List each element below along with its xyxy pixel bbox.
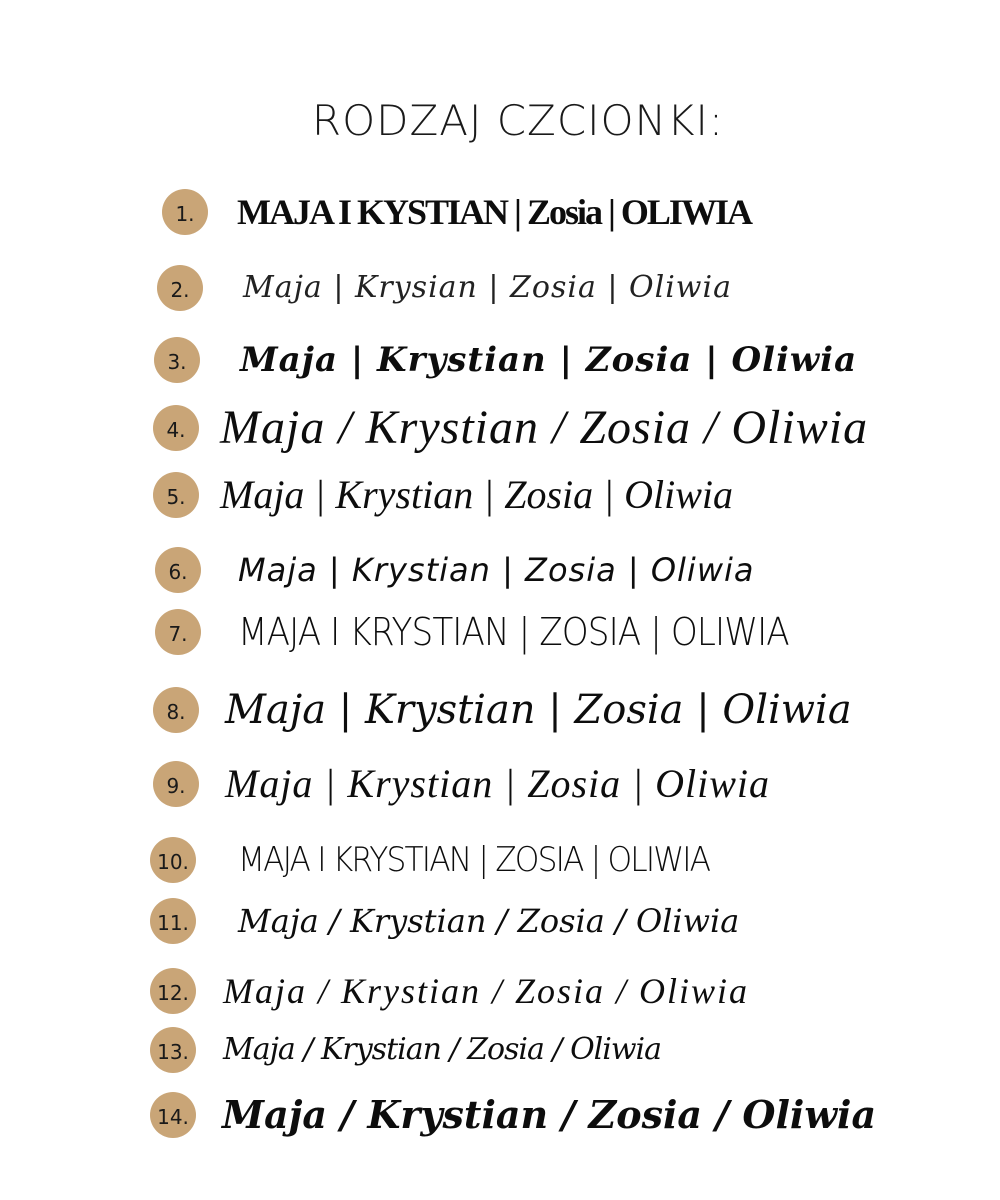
font-sample: Maja | Krysian | Zosia | Oliwia (243, 270, 732, 305)
option-number: 13. (157, 1039, 189, 1064)
option-number: 14. (157, 1104, 189, 1129)
number-badge (155, 609, 201, 655)
font-option-8[interactable] (0, 680, 1000, 740)
option-number: 6. (168, 559, 188, 584)
font-option-5[interactable] (0, 465, 1000, 525)
option-number: 10. (157, 849, 189, 874)
number-badge (154, 337, 200, 383)
font-option-11[interactable] (0, 891, 1000, 951)
font-sample: Maja | Krystian | Zosia | Oliwia (238, 551, 755, 589)
font-sample: MAJA I KRYSTIAN | ZOSIA | OLIWIA (238, 840, 710, 880)
number-badge (157, 265, 203, 311)
option-number: 7. (168, 621, 188, 646)
number-badge (150, 837, 196, 883)
font-sample: Maja / Krystian / Zosia / Oliwia (238, 902, 740, 940)
option-number: 5. (166, 484, 186, 509)
option-number: 4. (166, 417, 186, 442)
font-sample: Maja | Krystian | Zosia | Oliwia (220, 472, 734, 517)
option-number: 8. (166, 699, 186, 724)
font-option-10[interactable] (0, 830, 1000, 890)
number-badge (150, 898, 196, 944)
option-number: 9. (166, 773, 186, 798)
font-sample: Maja | Krystian | Zosia | Oliwia (225, 687, 852, 733)
font-option-4[interactable] (0, 398, 1000, 458)
font-option-9[interactable] (0, 754, 1000, 814)
number-badge (150, 968, 196, 1014)
font-sample: MAJA I KRYSTIAN | ZOSIA | OLIWIA (238, 610, 789, 654)
number-badge (162, 189, 208, 235)
font-option-3[interactable] (0, 330, 1000, 390)
option-number: 1. (175, 201, 195, 226)
number-badge (153, 405, 199, 451)
font-option-12[interactable] (0, 961, 1000, 1021)
font-sample: Maja / Krystian / Zosia / Oliwia (222, 1092, 877, 1137)
number-badge (153, 761, 199, 807)
number-badge (150, 1092, 196, 1138)
font-sample: Maja | Krystian | Zosia | Oliwia (240, 340, 858, 380)
option-number: 11. (157, 910, 189, 935)
font-sample: Maja / Krystian / Zosia / Oliwia (223, 971, 750, 1011)
font-sample: Maja / Krystian / Zosia / Oliwia (220, 401, 869, 454)
option-number: 12. (157, 980, 189, 1005)
font-option-7[interactable] (0, 602, 1000, 662)
option-number: 3. (167, 349, 187, 374)
font-option-2[interactable] (0, 258, 1000, 318)
number-badge (155, 547, 201, 593)
number-badge (153, 687, 199, 733)
option-number: 2. (170, 277, 190, 302)
font-option-1[interactable] (0, 182, 1000, 242)
font-option-13[interactable] (0, 1020, 1000, 1080)
font-sample: MAJA I KYSTIAN | Zosia | OLIWIA (237, 192, 751, 232)
font-sample: Maja | Krystian | Zosia | Oliwia (225, 761, 771, 806)
number-badge (150, 1027, 196, 1073)
font-option-14[interactable] (0, 1085, 1000, 1145)
number-badge (153, 472, 199, 518)
font-sample: Maja / Krystian / Zosia / Oliwia (223, 1032, 662, 1067)
font-option-6[interactable] (0, 540, 1000, 600)
page-title: RODZAJ CZCIONKI: (311, 96, 725, 145)
